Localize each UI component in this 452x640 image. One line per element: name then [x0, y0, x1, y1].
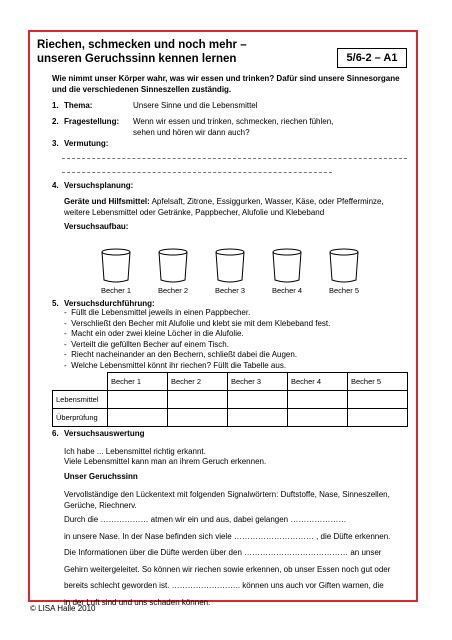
procedure-step: - Füllt die Lebensmittel jeweils in einen Pappbecher. [64, 308, 251, 317]
table-row [53, 391, 408, 409]
cloze-instruction: Vervollständige den Lückentext mit folgenden Signalwörtern: Duftstoffe, Nase, Sinneszellen, Gerüche, Riechnerv. [64, 490, 390, 510]
cup-label: Becher 1 [100, 286, 132, 295]
copyright-footer: © LISA Halle 2010 [30, 604, 96, 613]
table-cell[interactable] [348, 409, 408, 427]
table-cell[interactable] [168, 391, 228, 409]
table-cell[interactable] [228, 391, 288, 409]
page-title: Riechen, schmecken und noch mehr – unseren Geruchssinn kennen lernen [37, 39, 247, 65]
section-6-label: Versuchsauswertung [64, 429, 145, 438]
results-table [52, 372, 408, 427]
section-1-number: 1. [52, 101, 59, 110]
table-header-row [53, 373, 408, 391]
procedure-step: - Riecht nacheinander an den Bechern, schließt dabei die Augen. [64, 350, 298, 359]
cup-label: Becher 3 [214, 286, 246, 295]
cup-icon [268, 248, 306, 284]
table-header-cell: Becher 4 [288, 373, 348, 391]
table-cell[interactable] [348, 391, 408, 409]
table-cell[interactable] [228, 409, 288, 427]
section-2-value: Wenn wir essen und trinken, schmecken, riechen fühlen, sehen und hören wir dann auch? [133, 117, 334, 137]
section-1-label: Thema: [64, 101, 93, 110]
procedure-list [64, 308, 330, 371]
cup-icon [97, 248, 135, 284]
worksheet-code: 5/6-2 – A1 [337, 48, 407, 68]
procedure-step: - Verteilt die gefüllten Becher auf einem Tisch. [64, 339, 229, 349]
table-cell[interactable] [108, 409, 168, 427]
cup-icon [211, 248, 249, 284]
cup-icon [325, 248, 363, 284]
cloze-line: Gehirn weitergeleitet. So können wir riechen sowie erkennen, ob unser Essen noch gut oder [64, 564, 391, 574]
table-cell[interactable] [168, 409, 228, 427]
cloze-line: Durch die ……………… atmen wir ein und aus, dabei gelangen ………………… [64, 515, 347, 524]
cloze-line: in der Luft sind und uns schaden können. [64, 597, 211, 607]
setup-label: Versuchsaufbau: [64, 222, 129, 231]
table-row [53, 409, 408, 427]
section-2-label: Fragestellung: [64, 117, 120, 126]
table-row-label: Lebensmittel [53, 391, 108, 409]
cloze-text [64, 512, 412, 611]
table-header-cell: Becher 3 [228, 373, 288, 391]
section-4-number: 4. [52, 181, 59, 190]
answer-line [62, 172, 332, 173]
table-cell[interactable] [288, 409, 348, 427]
evaluation-line-1: Ich habe ... Lebensmittel richtig erkannt. [64, 447, 206, 456]
intro-text: Wie nimmt unser Körper wahr, was wir essen und trinken? Dafür sind unsere Sinnesorgane und die verschiedenen Sinneszellen zuständig. [52, 74, 400, 94]
evaluation-line-2: Viele Lebensmittel kann man an ihrem Geruch erkennen. [64, 457, 267, 466]
section-4-label: Versuchsplanung: [64, 181, 134, 190]
materials-text: Geräte und Hilfsmittel: Apfelsaft, Zitrone, Essiggurken, Wasser, Käse, oder Pfefferminze, weitere Lebensmittel oder Getränke, Pappbecher, Alufolie und Klebeband [64, 197, 384, 217]
section-6-number: 6. [52, 429, 59, 438]
section-3-number: 3. [52, 139, 59, 148]
cup-label: Becher 4 [271, 286, 303, 295]
section-5-number: 5. [52, 299, 59, 308]
procedure-step: - Macht ein oder zwei kleine Löcher in die Alufolie. [64, 329, 244, 338]
section-3-label: Vermutung: [64, 139, 109, 148]
section-2-number: 2. [52, 117, 59, 126]
procedure-step: - Welche Lebensmittel könnt ihr riechen? Füllt die Tabelle aus. [64, 360, 287, 370]
table-cell[interactable] [108, 391, 168, 409]
cloze-line: Die Informationen über die Düfte werden über den ………………………………… an unser [64, 548, 382, 557]
cup-label: Becher 2 [157, 286, 189, 295]
table-row-label: Überprüfung [53, 409, 108, 427]
table-header-cell: Becher 2 [168, 373, 228, 391]
section-1-value: Unsere Sinne und die Lebensmittel [133, 101, 258, 110]
table-header-cell: Becher 1 [108, 373, 168, 391]
table-header-cell: Becher 5 [348, 373, 408, 391]
cloze-line: in unsere Nase. In der Nase befinden sich viele ………………………… , die Düfte erkennen. [64, 531, 391, 541]
cup-icon [154, 248, 192, 284]
procedure-step: - Verschließt den Becher mit Alufolie und klebt sie mit dem Klebeband fest. [64, 318, 331, 328]
subsection-title: Unser Geruchssinn [64, 472, 138, 481]
section-5-label: Versuchsdurchführung: [64, 299, 155, 308]
cup-label: Becher 5 [328, 286, 360, 295]
cloze-line: bereits schlecht geworden ist. …………………….. können uns auch vor Giften warnen, die [64, 581, 384, 590]
table-cell[interactable] [288, 391, 348, 409]
answer-line [62, 158, 407, 159]
table-corner-cell [53, 373, 108, 391]
